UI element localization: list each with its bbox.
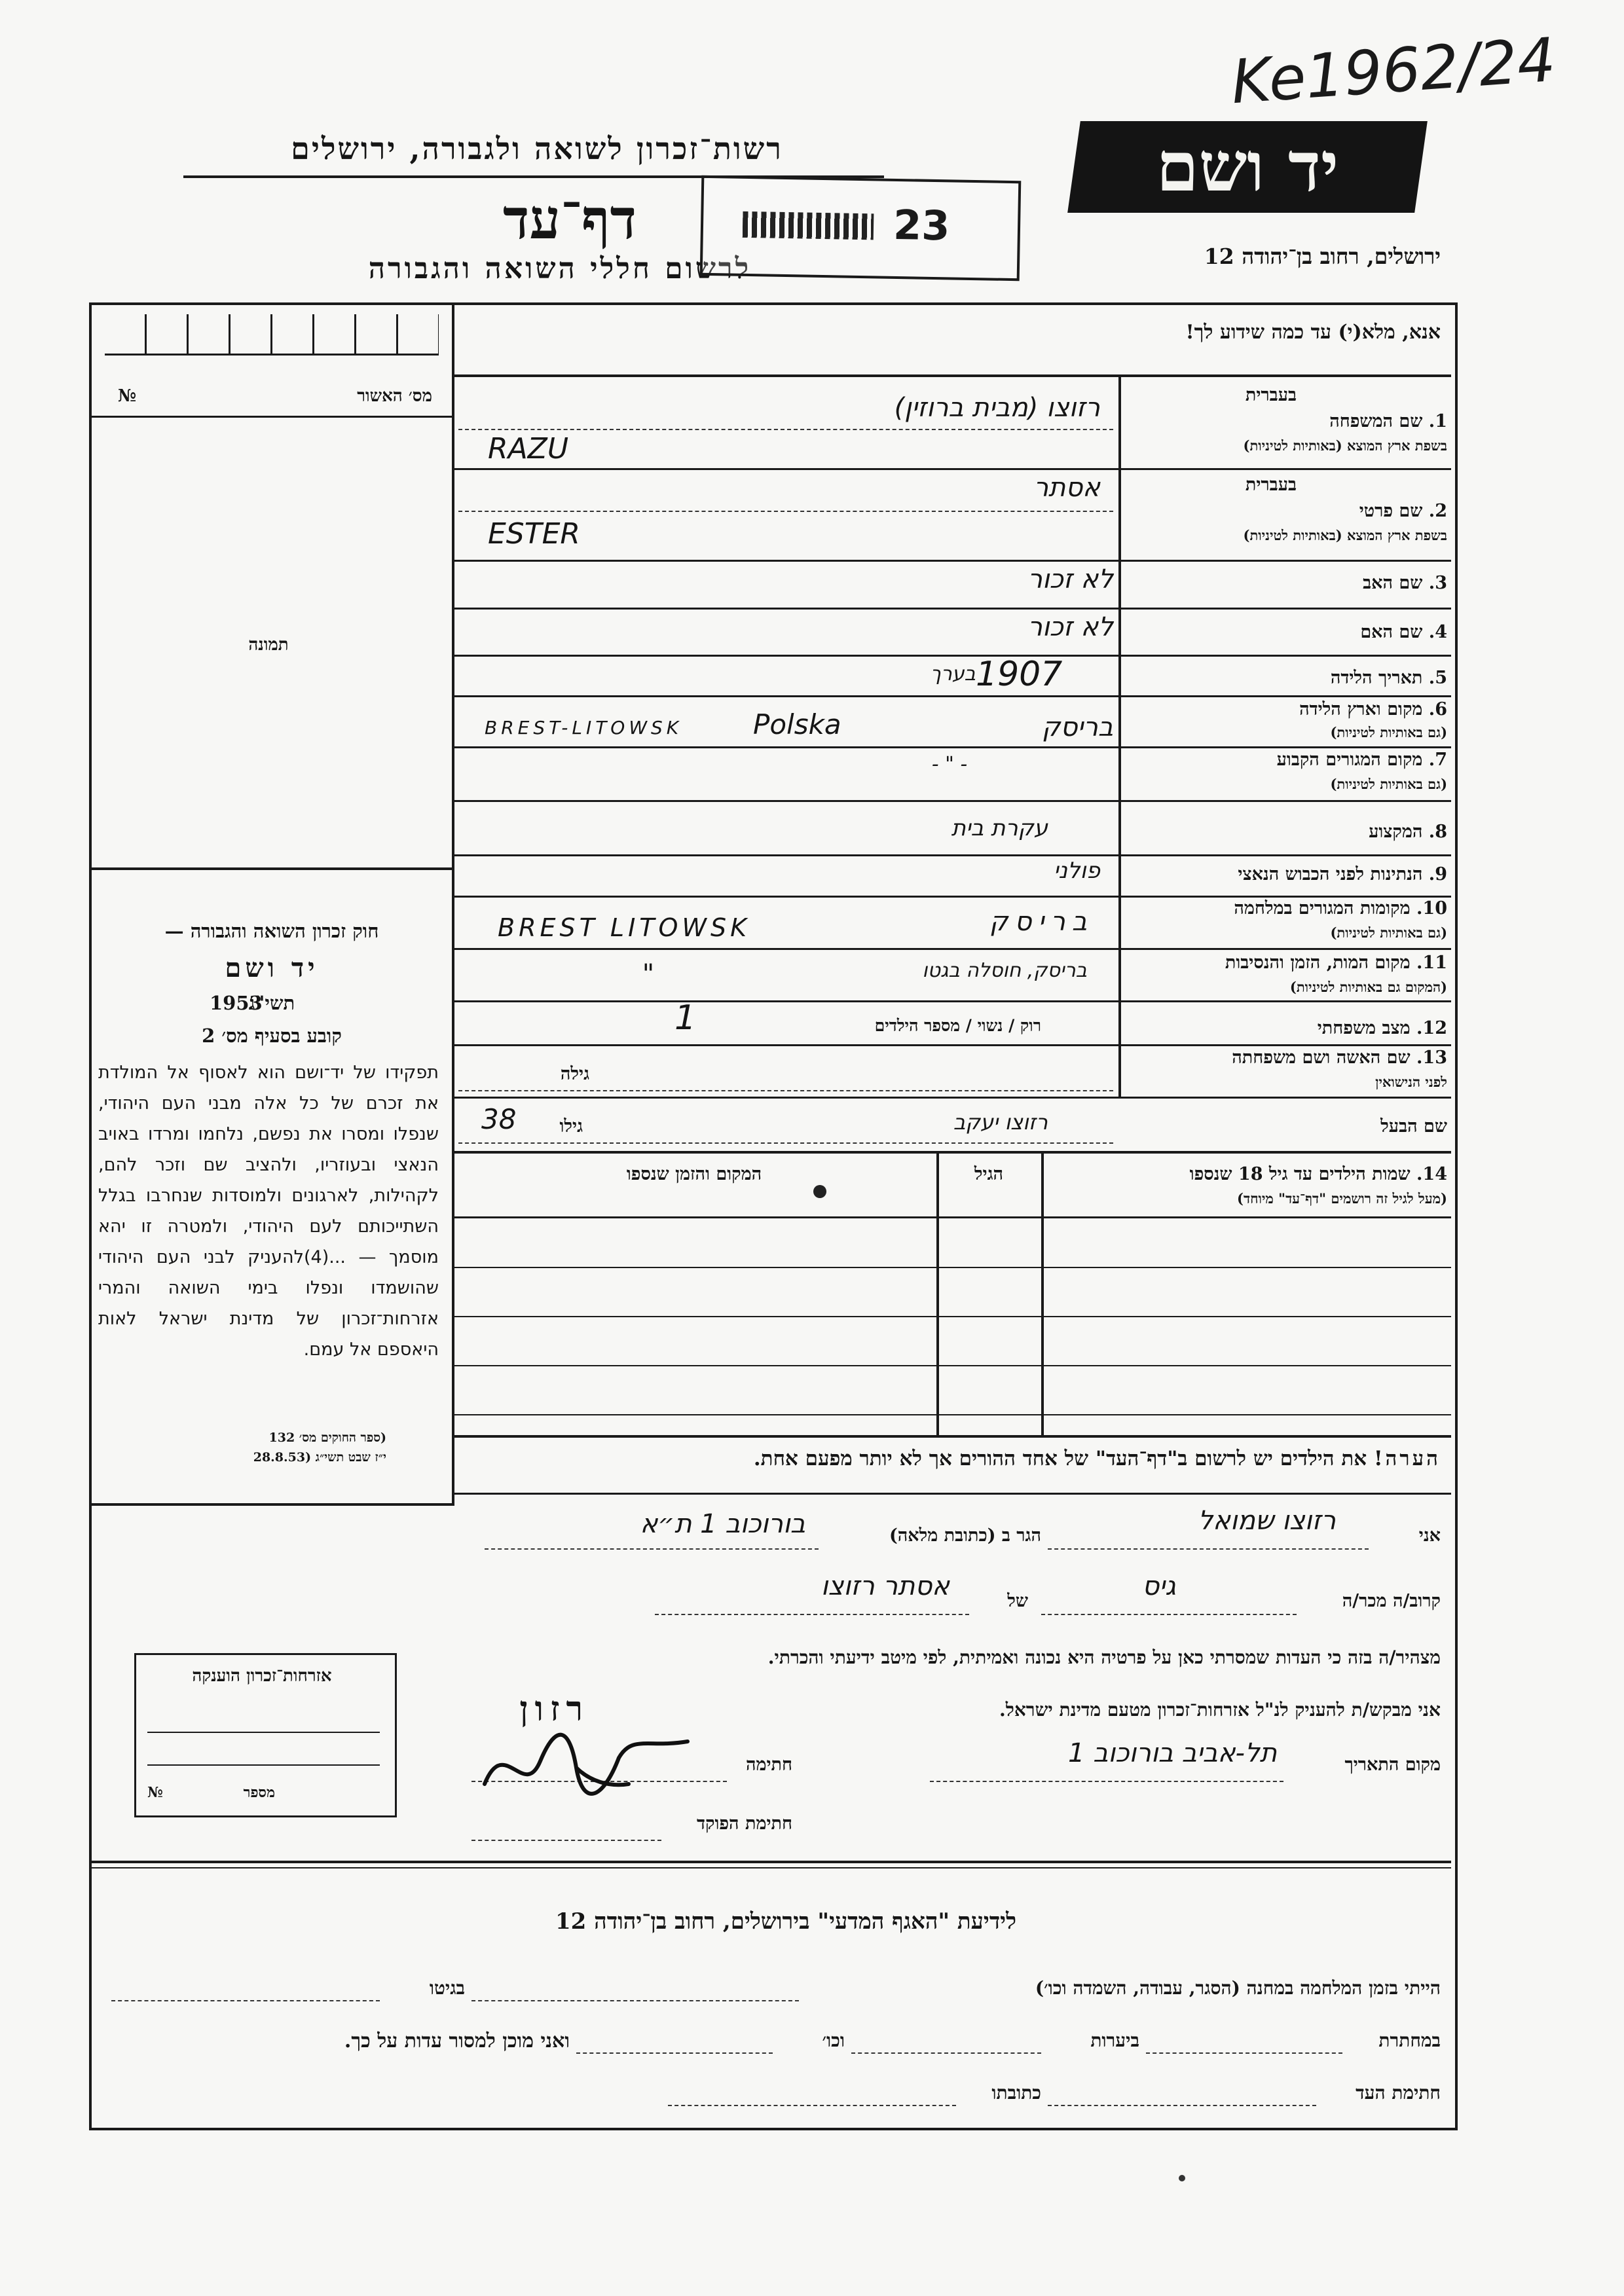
- field-5-label: 5. תאריך הלידה: [1330, 668, 1447, 688]
- field-1-value-latin: RAZU: [488, 432, 569, 465]
- footer-rule-top-2: [92, 1867, 1451, 1868]
- law-name: יד ושם: [225, 953, 319, 983]
- row-divider-7: [454, 800, 1451, 802]
- field-3-value: לא זכור: [1027, 564, 1113, 594]
- law-block-bottom: [92, 1503, 454, 1506]
- children-col-place: המקום והזמן שנספו: [626, 1164, 762, 1184]
- field-2-heb-line: [458, 511, 1113, 512]
- field-11-value-ditto: ": [642, 959, 655, 989]
- approval-number-symbol: №: [118, 386, 137, 406]
- footer-line2-fill-b: [851, 2052, 1041, 2054]
- field-7-value: - " -: [931, 753, 968, 776]
- field-9-label: 9. הנתינות לפני הכבוש הנאצי: [1238, 864, 1447, 884]
- footer-line3-fill-a: [1048, 2105, 1316, 2106]
- footer-line1-fill-a: [471, 2000, 799, 2001]
- field-13-age-label: גילה: [560, 1064, 589, 1084]
- husband-label: שם הבעל: [1380, 1116, 1447, 1137]
- children-col-divider-1: [936, 1154, 939, 1435]
- field-1-heb-tag: בעברית: [1245, 385, 1297, 405]
- stamp-hatching: [743, 211, 874, 240]
- field-5-value-note: בערך: [930, 663, 976, 685]
- children-sub: (מעל לגיל זה רושמים "דף־עד" מיוחד): [1237, 1190, 1447, 1207]
- place-date-label: מקום התאריך: [1344, 1755, 1441, 1775]
- field-1-label: 1. שם המשפחה: [1329, 411, 1447, 431]
- field-13-sub: לפני הנישואין: [1375, 1074, 1447, 1090]
- place-date-line: [930, 1781, 1283, 1782]
- field-10-value-latin: BREST LITOWSK: [498, 913, 751, 942]
- received-stamp: [700, 175, 1022, 281]
- place-date-value: תל-אביב בורוכוב 1: [1068, 1738, 1277, 1768]
- husband-line: [458, 1142, 1113, 1144]
- row-divider-6: [454, 746, 1451, 748]
- footer-line2-d: ואני מוכן למסור עדות על כך.: [344, 2030, 570, 2052]
- footer-line3-fill-b: [668, 2105, 956, 2106]
- declarant-address-line: [485, 1548, 819, 1550]
- official-signature-line: [471, 1840, 661, 1841]
- declarant-relation-label: קרוב/ה מכר/ה: [1342, 1591, 1441, 1611]
- note-text: את הילדים יש לרשום ב"דף־העד" של אחד ההורים אך לא יותר מפעם אחת.: [753, 1447, 1367, 1470]
- address: ירושלים, רחוב בן־יהודה 12: [1204, 244, 1441, 269]
- field-10-label: 10. מקומות המגורים במלחמה: [1234, 898, 1447, 919]
- approval-number-rule: [92, 416, 452, 418]
- declarant-request: אני מבקש/ת להעניק לנ"ל אזרחות־זכרון מטעם מדינת ישראל.: [999, 1699, 1441, 1721]
- certificate-title: אזרחות־זכרון הוענקה: [192, 1666, 332, 1686]
- archive-code: Ke1962/24: [1228, 24, 1558, 118]
- declarant-name-line: [1048, 1548, 1369, 1550]
- signature-label: חתימה: [745, 1755, 792, 1775]
- field-9-value: פולני: [1053, 858, 1100, 884]
- note-rule: [454, 1493, 1451, 1495]
- footer-title: לידיעת "האגף המדעי" בירושלים, רחוב בן־יהודה 12: [555, 1908, 1016, 1935]
- certificate-rule-2: [147, 1764, 380, 1766]
- field-2-sub: בשפת ארץ המוצא (באותיות לטיניות): [1243, 527, 1447, 543]
- field-4-value: לא זכור: [1027, 612, 1113, 642]
- row-divider-3: [454, 608, 1451, 610]
- field-11-value: בריסק, חוסלה בגטו: [922, 959, 1087, 982]
- photo-box-bottom: [92, 867, 452, 870]
- row-divider-11: [454, 1000, 1451, 1002]
- tick-boxes: [105, 314, 439, 355]
- signature-scribble: [478, 1722, 694, 1807]
- declarant-stamp-mark: רזון: [519, 1689, 589, 1729]
- footer-line2-a: במחתרת: [1378, 2030, 1441, 2051]
- children-row-rule-2: [454, 1316, 1451, 1317]
- footer-rule-top: [92, 1861, 1451, 1863]
- row-divider-8: [454, 854, 1451, 856]
- ink-dot: [813, 1185, 826, 1198]
- declarant-relation-line: [1041, 1614, 1297, 1615]
- label-column-divider: [1118, 376, 1121, 1097]
- field-6-label: 6. מקום וארץ הלידה: [1299, 699, 1447, 720]
- form-intro: אנא, מלא(י) עד כמה שידוע לך!: [1185, 321, 1441, 344]
- field-11-label: 11. מקום המות, הזמן והנסיבות: [1225, 953, 1447, 973]
- field-8-label: 8. המקצוע: [1369, 822, 1447, 842]
- field-1-value-heb: רזוצו (מבית ברוזין): [894, 393, 1100, 423]
- approval-number-label: מס׳ האשור: [357, 386, 432, 406]
- law-clause: קובע בסעיף מס׳ 2: [202, 1025, 342, 1047]
- row-divider-14: [454, 1151, 1451, 1154]
- law-year-heb: תשי"ג: [248, 992, 295, 1014]
- footer-line2-b: ביערות: [1090, 2030, 1139, 2051]
- row-divider-13: [454, 1097, 1451, 1099]
- certificate-number-symbol: №: [147, 1784, 163, 1801]
- field-11-sub: (המקום גם באותיות לטיניות): [1289, 979, 1447, 995]
- field-6-value-country: Polska: [753, 708, 841, 740]
- field-1-sub: בשפת ארץ המוצא (באותיות לטיניות): [1243, 437, 1447, 454]
- field-2-label: 2. שם פרטי: [1359, 501, 1447, 521]
- photo-label: תמונה: [248, 635, 289, 655]
- law-source-1: (ספר החוקים מס׳ 132: [268, 1430, 386, 1445]
- stamp-number: 23: [893, 200, 951, 250]
- husband-value: רזוצו יעקב: [953, 1110, 1048, 1135]
- declarant-ani: אני: [1418, 1525, 1441, 1546]
- children-row-rule-3: [454, 1365, 1451, 1366]
- husband-age-label: גילו: [559, 1116, 583, 1137]
- official-signature-label: חתימת הפוקד: [697, 1813, 792, 1834]
- children-header-rule: [454, 1216, 1451, 1218]
- field-6-value-latin: BREST-LITOWSK: [485, 717, 683, 738]
- row-divider-1: [454, 468, 1451, 470]
- law-title: חוק זכרון השואה והגבורה —: [164, 920, 379, 942]
- declarant-name-value: רזוצו שמואל: [1198, 1506, 1336, 1536]
- field-6-value-heb: בריסק: [1042, 712, 1113, 742]
- children-col-divider-2: [1041, 1154, 1044, 1435]
- footer-line3-b: כתובתו: [991, 2082, 1041, 2104]
- children-label: 14. שמות הילדים עד גיל 18 שנספו: [1189, 1164, 1447, 1184]
- declarant-resident-label: הגר ב (כתובת מלאה): [889, 1525, 1041, 1546]
- row-divider-5: [454, 695, 1451, 697]
- field-8-value: עקרת בית: [951, 815, 1048, 841]
- form-subtitle: לרשום חללי השואה והגבורה: [368, 252, 752, 285]
- field-4-label: 4. שם האם: [1360, 622, 1447, 642]
- row-divider-2: [454, 560, 1451, 562]
- footer-line2-fill-c: [576, 2052, 773, 2054]
- field-3-label: 3. שם האב: [1363, 573, 1447, 593]
- declarant-of-value: אסתר רזוצו: [821, 1571, 950, 1601]
- children-row-rule-4: [454, 1414, 1451, 1415]
- note-line: [471, 1447, 1441, 1470]
- field-13-line: [458, 1090, 1113, 1091]
- row-divider-12: [454, 1044, 1451, 1046]
- row-divider-9: [454, 896, 1451, 898]
- children-row-rule-1: [454, 1267, 1451, 1268]
- footer-line1-b: בגיטו: [429, 1977, 465, 1999]
- declarant-declaration: מצהיר/ה בזה כי העדות שמסרתי כאן על פרטיה היא נכונה ואמיתית, לפי מיטב ידיעתי והכרתי.: [767, 1647, 1441, 1668]
- field-13-label: 13. שם האשה ושם משפחתה: [1232, 1048, 1447, 1068]
- field-10-value-heb: בריסק: [989, 907, 1094, 937]
- field-2-value-latin: ESTER: [488, 517, 580, 551]
- declarant-relation-value: גיס: [1142, 1571, 1176, 1601]
- children-col-age: הגיל: [974, 1164, 1004, 1184]
- footer-line1-fill-b: [111, 2000, 380, 2001]
- footer-line1-a: הייתי בזמן המלחמה במחנה (הסגר, עבודה, השמדה וכו׳): [1035, 1977, 1441, 1999]
- law-year: 1953: [210, 992, 263, 1014]
- form-title: דף־עד: [502, 187, 637, 251]
- law-body: תפקידו של יד־ושם הוא לאסוף אל המולדת את זכרם של כל אלה מבני העם היהודי, שנפלו ומסרו את נפשם, נלחמו ומרדו באויב הנאצי ובעוזריו, ולהציב שם וזכר להם, לקהילות, לארגונים ולמוסדות שנחרבו בגלל השתייכותם לעם היהודי, ולמטרה זו יהא מוסמך — ...(4)להעניק לבני העם היהודי שהושמדו ונפלו בימי השואה והמרי אזרחות־זכרון של מדינת ישראל לאות היאספם אל עמם.: [98, 1063, 439, 1360]
- declarant-of-line: [655, 1614, 969, 1615]
- row-divider-10: [454, 948, 1451, 950]
- yad-vashem-logo: [1067, 121, 1428, 213]
- note-prefix: הערה!: [1373, 1447, 1441, 1470]
- field-2-heb-tag: בעברית: [1245, 475, 1297, 495]
- left-column-divider: [452, 305, 454, 1503]
- field-7-sub: (גם באותיות לטיניות): [1330, 776, 1447, 792]
- footer-line3-a: חתימת העד: [1356, 2082, 1441, 2104]
- intro-rule: [454, 374, 1451, 377]
- declarant-address-value: בורוכוב 1 ת״א: [640, 1509, 805, 1539]
- husband-age-value: 38: [481, 1103, 517, 1135]
- field-12-label: 12. מצב משפחתי: [1317, 1018, 1447, 1038]
- footer-line2-c: וכו׳: [822, 2030, 845, 2051]
- field-7-label: 7. מקום המגורים הקבוע: [1276, 750, 1447, 770]
- footer-line2-fill-a: [1146, 2052, 1342, 2054]
- certificate-number-label: מספר: [243, 1784, 275, 1801]
- certificate-rule-1: [147, 1732, 380, 1733]
- field-1-heb-line: [458, 429, 1113, 430]
- field-5-value-year: 1907: [976, 655, 1063, 694]
- authority-title: רשות־זכרון לשואה ולגבורה, ירושלים: [291, 131, 783, 166]
- children-table-bottom: [454, 1435, 1451, 1438]
- field-6-sub: (גם באותיות לטיניות): [1330, 724, 1447, 740]
- field-12-options: רוק / נשוי / מספר הילדים: [874, 1016, 1041, 1035]
- law-source-2: י״ז שבט תשי״ג (28.8.53: [253, 1450, 386, 1465]
- row-divider-4: [454, 655, 1451, 657]
- logo-text: יד ושם: [1156, 126, 1339, 207]
- stray-mark: [1179, 2175, 1185, 2181]
- field-10-sub: (גם באותיות לטיניות): [1330, 924, 1447, 941]
- field-12-value: 1: [674, 998, 697, 1038]
- field-2-value-heb: אסתר: [1033, 473, 1100, 503]
- declarant-of-label: של: [1007, 1591, 1028, 1611]
